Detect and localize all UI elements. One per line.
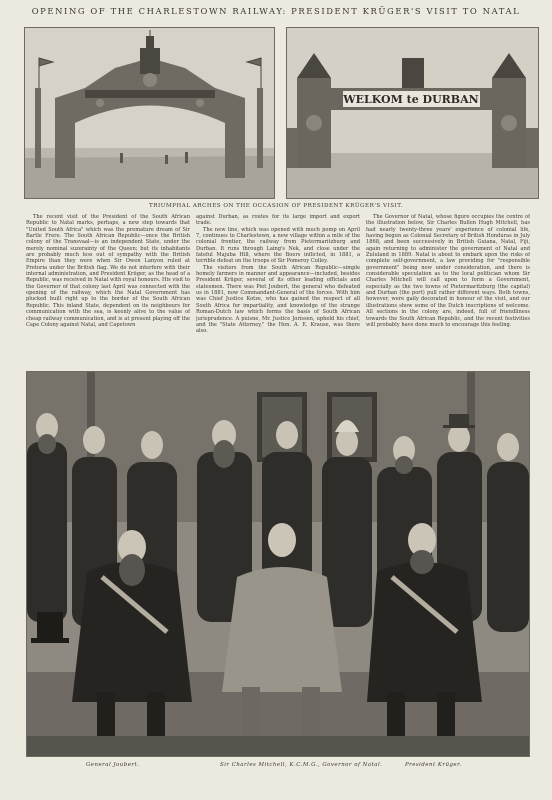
article-paragraph: against Durban, as routes for its large import and export trade. bbox=[196, 214, 360, 227]
article-paragraph: The visitors from the South African Republic—simple homely farmers in manner and appearance—included, besides President Krüger, several of its other leading officials and statesmen. There was Piet Joubert, the general who defeated us in 1881, now Commandant-General of the forces. With him was Chief Justice Kotze, who has gained the respect of all South Africa for impartiality, and knowledge of the strange Roman-Dutch law which forms the basis of South African jurisprudence. A puisne, Mr. Justice Jorissen, upheld his chief, and the "State Attorney," the Hon. A. E. Krause, was there also. bbox=[196, 264, 360, 335]
article-paragraph: The Governor of Natal, whose figure occupies the centre of the illustration below, Sir Charles Bullen Hugh Mitchell, has had nearly twenty-three years' experience of colonial life, having begun as Colonial Secretary of British Honduras in July 1868, and been successively in British Guiana, Natal, Fiji, again returning to administer the government of Natal and Zululand in 1889. Natal is about to embark upon the risks of complete self-government, a law providing for "responsible government" being now under consideration, and there is considerable speculation as to the local politician whom Sir Charles Mitchell will call upon to form a Government, especially as the two towns of Pietermaritzburg (the capital) and Durban (the port) pull rather different ways. Both towns, however, were gaily decorated in honour of the visit, and our illustrations show some of the Dutch inscriptions of welcome. All sections in the colony are, indeed, full of friendliness towards the South African Republic, and the recent festivities will probably have done much to encourage this feeling. bbox=[366, 214, 530, 328]
article-column-3 bbox=[366, 214, 530, 364]
right-arch-photo bbox=[286, 27, 539, 199]
article-paragraph: The new line, which was opened with much pomp on April 7, continues to Charlestown, a new village within a mile of the colonial frontier, the railway from Pietermaritzburg and Durban. It runs through Laing's Nek, and close under the fateful Majuba Hill, where the Boers inflicted, in 1881, a terrible defeat on the troops of Sir Pomeroy Colley. bbox=[196, 226, 360, 265]
arch-banner-text: WELKOM te DURBAN bbox=[343, 93, 479, 106]
caption-general-joubert: General Joubert. bbox=[86, 762, 140, 768]
group-photo bbox=[26, 371, 530, 757]
article-column-1 bbox=[26, 214, 190, 364]
caption-president-kruger: President Krüger. bbox=[405, 762, 462, 768]
article-column-2 bbox=[196, 214, 360, 364]
left-arch-photo bbox=[24, 27, 275, 199]
caption-governor-mitchell: Sir Charles Mitchell, K.C.M.G., Governor of Natal. bbox=[220, 762, 383, 768]
page-title: OPENING OF THE CHARLESTOWN RAILWAY: PRESIDENT KRÜGER'S VISIT TO NATAL bbox=[31, 6, 521, 16]
article-paragraph: The recent visit of the President of the South African Republic to Natal marks, perhaps, a new step towards that "United South Africa" which was the premature dream of Sir Bartle Frere. The South African Republic—once the British colony of the Transvaal—is an independent State, under the merely nominal suzerainty of the Queen; but its inhabitants are probably much less out of sympathy with the British Empire than they were when Sir Owen Lanyon ruled at Pretoria under the British flag. We do not interfere with their internal administration, and President Krüger, as the head of a Republic, was received in Natal with royal honours. His visit to the Governor of that colony last April was connected with the opening of the railway, which the Natal Government has plucked built right up to the border of the South African Republic. This inland State, dependent on its neighbours for communication with the sea, is keenly alive to the value of cheap railway communication, and is at present playing off the Cape Colony against Natal, and Capetown bbox=[26, 214, 190, 328]
arches-caption: TRIUMPHAL ARCHES ON THE OCCASION OF PRESIDENT KRÜGER'S VISIT. bbox=[149, 203, 403, 209]
